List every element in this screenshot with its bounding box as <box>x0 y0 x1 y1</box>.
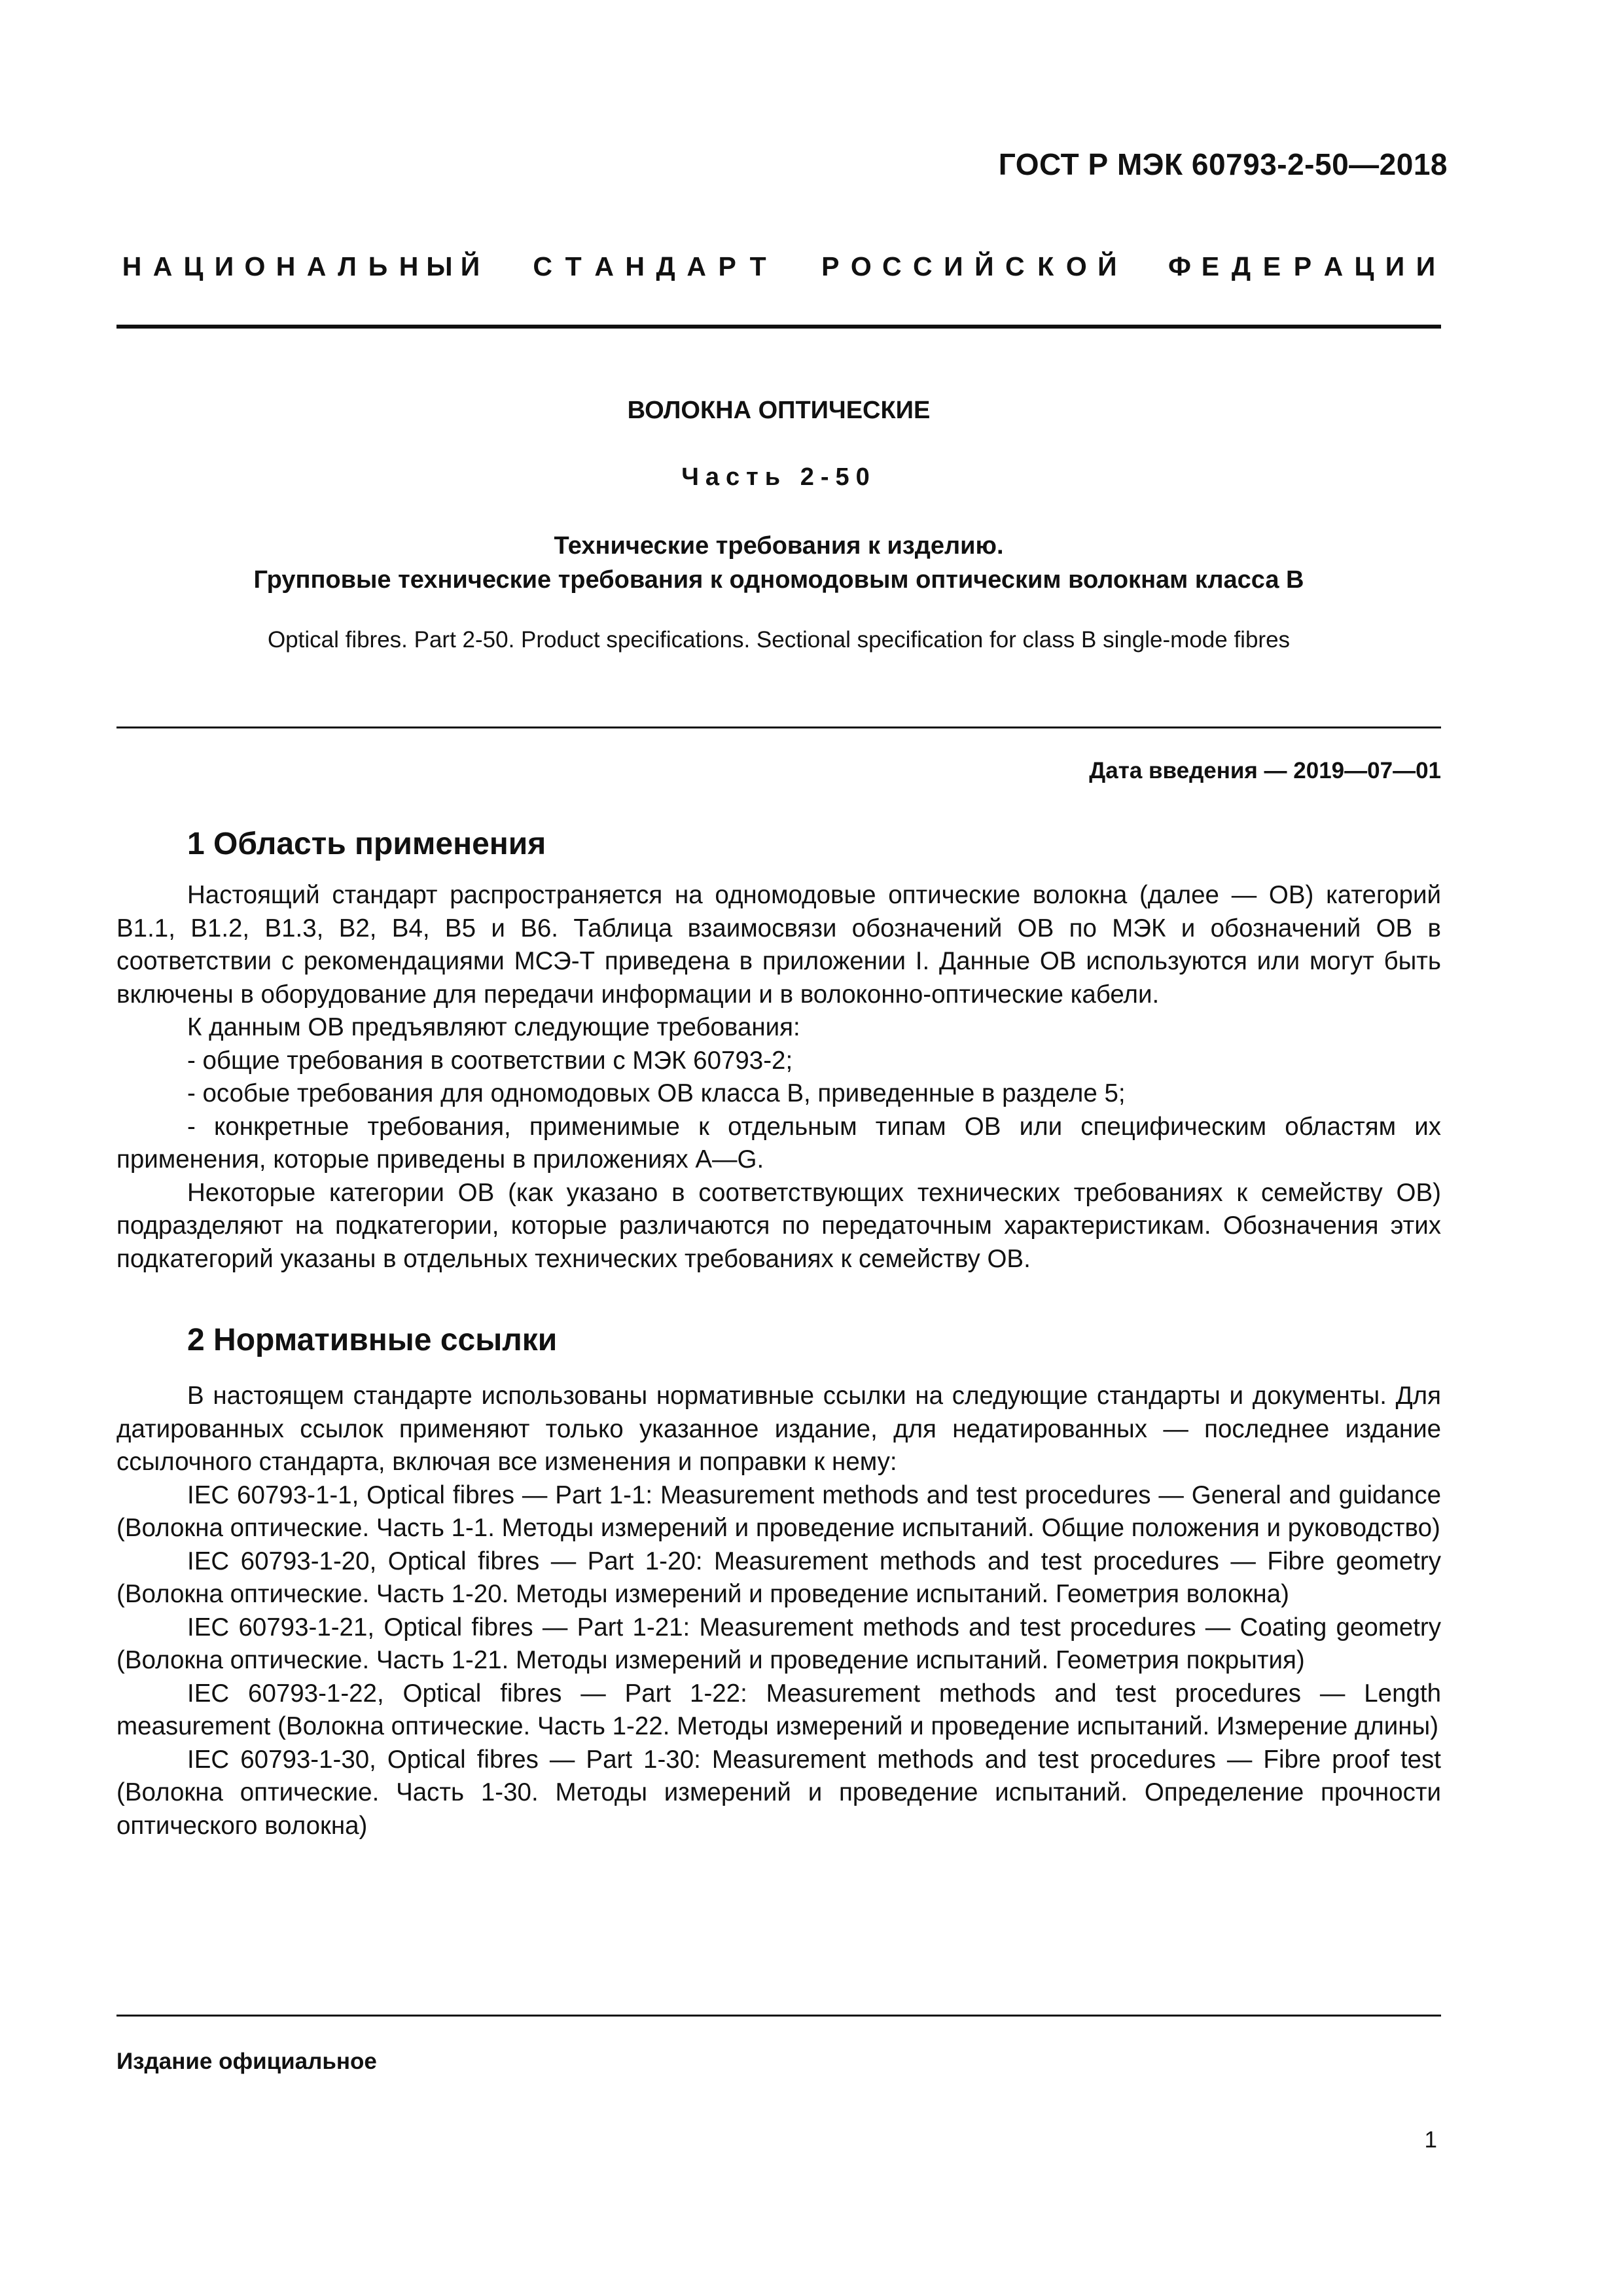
document-title: ВОЛОКНА ОПТИЧЕСКИЕ <box>627 397 931 424</box>
paragraph: - конкретные требования, применимые к отдельным типам ОВ или специфическим областям их применения, которые приведены в приложениях A—G. <box>116 1112 1441 1174</box>
reference-entry: IEC 60793-1-20, Optical fibres — Part 1-20: Measurement methods and test procedures — Fibre geometry (Волокна оптические. Часть 1-20. Методы измерений и проведение испытаний. Геометрия волокна) <box>116 1547 1441 1608</box>
subtitle-line: Технические требования к изделию. <box>554 532 1004 560</box>
official-edition-label: Издание официальное <box>116 2049 377 2074</box>
title-divider <box>116 726 1441 728</box>
banner-word: Р О С С И Й С К О Й <box>821 251 1117 281</box>
paragraph: К данным ОВ предъявляют следующие требования: <box>187 1013 800 1041</box>
gost-identifier: ГОСТ Р МЭК 60793-2-50—2018 <box>998 147 1448 181</box>
paragraph: В настоящем стандарте использованы нормативные ссылки на следующие стандарты и документы. Для датированных ссылок применяют только указанное издание, для недатированных — последнее издание ссылочного стандарта, включая все изменения и поправки к нему: <box>116 1382 1441 1476</box>
introduction-date: Дата введения — 2019—07—01 <box>1089 758 1441 783</box>
document-subtitle <box>116 529 1441 597</box>
national-standard-banner <box>116 251 1441 282</box>
paragraph: - особые требования для одномодовых ОВ класса В, приведенные в разделе 5; <box>187 1079 1126 1107</box>
paragraph: Некоторые категории ОВ (как указано в соответствующих технических требованиях к семейству ОВ) подразделяют на подкатегории, которые различаются по передаточным характеристикам. Обозначения этих подкатегорий указаны в отдельных технических требованиях к семейству ОВ. <box>116 1178 1441 1273</box>
subtitle-line: Групповые технические требования к одномодовым оптическим волокнам класса В <box>253 566 1304 594</box>
reference-entry: IEC 60793-1-21, Optical fibres — Part 1-21: Measurement methods and test procedures — Coating geometry (Волокна оптические. Часть 1-21. Методы измерений и проведение испытаний. Геометрия покрытия) <box>116 1613 1441 1674</box>
reference-entry: IEC 60793-1-1, Optical fibres — Part 1-1: Measurement methods and test procedures — General and guidance (Волокна оптические. Часть 1-1. Методы измерений и проведение испытаний. Общие положения и руководство) <box>116 1480 1441 1542</box>
section-body-scope <box>116 879 1441 1276</box>
page-number: 1 <box>1424 2127 1437 2153</box>
section-heading-references: 2 Нормативные ссылки <box>187 1323 558 1357</box>
reference-entry: IEC 60793-1-30, Optical fibres — Part 1-30: Measurement methods and test procedures — Fibre proof test (Волокна оптические. Часть 1-30. Методы измерений и проведение испытаний. Определение прочности оптического волокна) <box>116 1745 1441 1840</box>
paragraph: Настоящий стандарт распространяется на одномодовые оптические волокна (далее — ОВ) категорий В1.1, В1.2, В1.3, В2, В4, В5 и В6. Таблица взаимосвязи обозначений ОВ по МЭК и обозначений ОВ в соответствии с рекомендациями МСЭ-Т приведена в приложении I. Данные ОВ используются или могут быть включены в оборудование для передачи информации и в волоконно-оптические кабели. <box>116 881 1441 1009</box>
banner-word: Н А Ц И О Н А Л Ь Н Ы Й <box>122 251 480 281</box>
section-heading-scope: 1 Область применения <box>187 827 546 861</box>
reference-entry: IEC 60793-1-22, Optical fibres — Part 1-22: Measurement methods and test procedures — Length measurement (Волокна оптические. Часть 1-22. Методы измерений и проведение испытаний. Измерение длины) <box>116 1679 1441 1740</box>
paragraph: - общие требования в соответствии с МЭК 60793-2; <box>187 1046 793 1075</box>
banner-word: Ф Е Д Е Р А Ц И И <box>1168 251 1436 281</box>
footer-divider <box>116 2015 1441 2017</box>
section-body-references <box>116 1380 1441 1842</box>
english-title: Optical fibres. Part 2-50. Product specifications. Sectional specification for class B single-mode fibres <box>267 627 1291 653</box>
banner-word: С Т А Н Д А Р Т <box>533 251 766 281</box>
header-divider <box>116 325 1441 329</box>
part-number: Часть 2-50 <box>681 463 876 491</box>
